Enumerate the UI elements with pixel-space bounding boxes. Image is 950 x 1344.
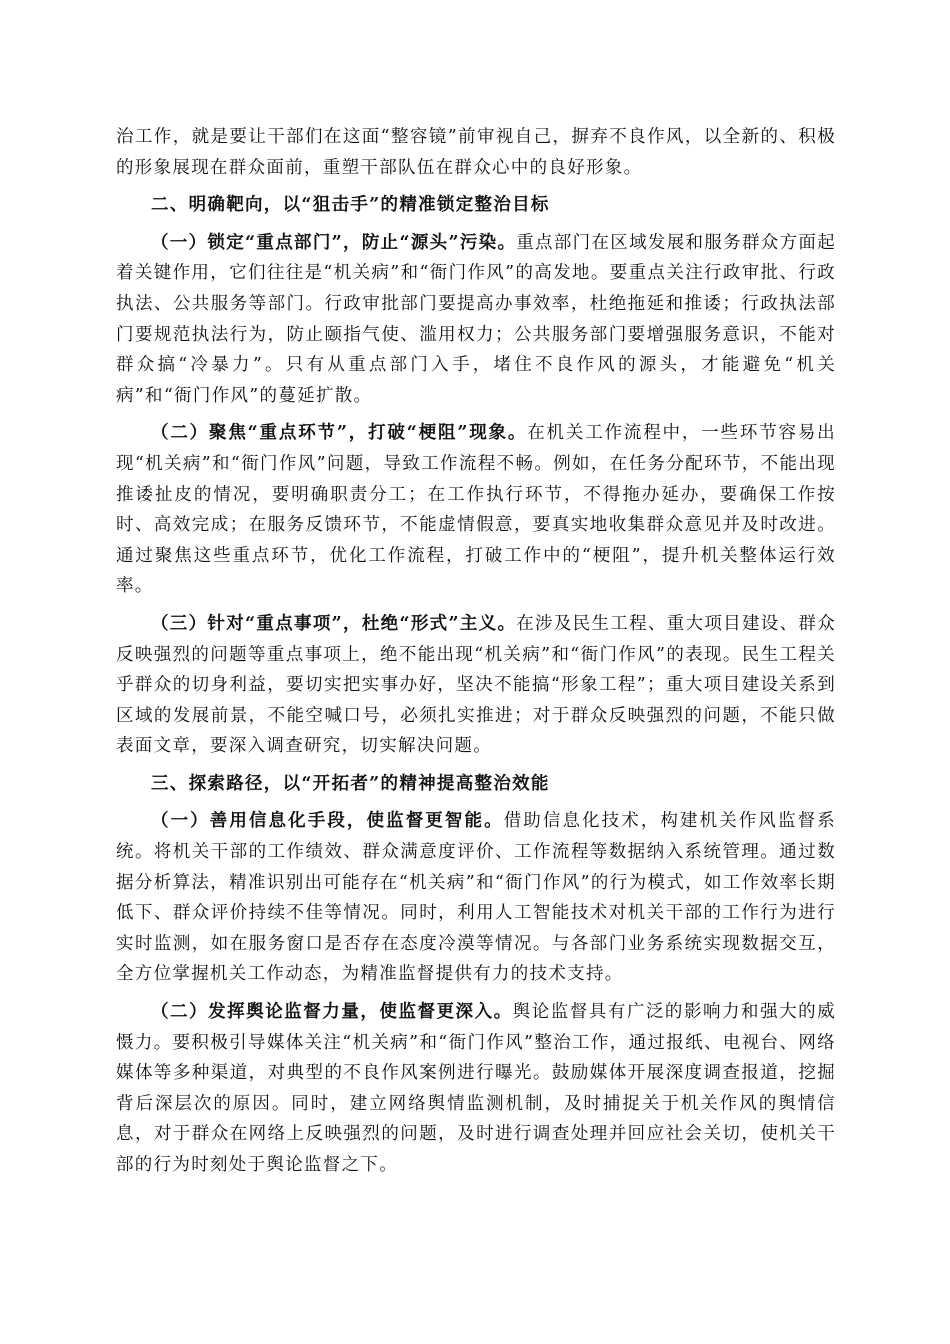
paragraph-body: 借助信息化技术，构建机关作风监督系统。将机关干部的工作绩效、群众满意度评价、工作流程等数据纳入系统管理。通过数据分析算法，精准识别出可能存在“机关病”和“衙门作风”的行为模式，如工作效率长期低下、群众评价持续不佳等情况。同时，利用人工智能技术对机关干部的工作行为进行实时监测，如在服务窗口是否存在态度冷漠等情况。与各部门业务系统实现数据交互，全方位掌握机关工作动态，为精准监督提供有力的技术支持。	[116, 811, 836, 985]
paragraph-body: 在涉及民生工程、重大项目建设、群众反映强烈的问题等重点事项上，绝不能出现“机关病”和“衙门作风”的表现。民生工程关乎群众的切身利益，要切实把实事办好，坚决不能搞“形象工程”；重大项目建设关系到区域的发展前景，不能空喊口号，必须扎实推进；对于群众反映强烈的问题，不能只做表面文章，要深入调查研究，切实解决问题。	[116, 613, 836, 757]
paragraph-informatization	[116, 806, 836, 990]
paragraph-key-links	[116, 418, 836, 602]
paragraph-body: 舆论监督具有广泛的影响力和强大的威慑力。要积极引导媒体关注“机关病”和“衙门作风”整治工作，通过报纸、电视台、网络媒体等多种渠道，对典型的不良作风案例进行曝光。鼓励媒体开展深度调查报道，挖掘背后深层次的原因。同时，建立网络舆情监测机制，及时捕捉关于机关作风的舆情信息，对于群众在网络上反映强烈的问题，及时进行调查处理并回应社会关切，使机关干部的行为时刻处于舆论监督之下。	[116, 1002, 836, 1175]
paragraph-body: 在机关工作流程中，一些环节容易出现“机关病”和“衙门作风”问题，导致工作流程不畅。例如，在任务分配环节，不能出现推诿扯皮的情况，要明确职责分工；在工作执行环节，不得拖办延办，要确保工作按时、高效完成；在服务反馈环节，不能虚情假意，要真实地收集群众意见并及时改进。通过聚焦这些重点环节，优化工作流程，打破工作中的“梗阻”，提升机关整体运行效率。	[116, 423, 836, 597]
paragraph-public-opinion	[116, 997, 836, 1181]
paragraph-key-departments	[116, 228, 836, 412]
section-heading-2: 二、明确靶向，以“狙击手”的精准锁定整治目标	[151, 195, 550, 216]
paragraph-body: 重点部门在区域发展和服务群众方面起着关键作用，它们往往是“机关病”和“衙门作风”的高发地。要重点关注行政审批、行政执法、公共服务等部门。行政审批部门要提高办事效率，杜绝拖延和推诿；行政执法部门要规范执法行为，防止颐指气使、滥用权力；公共服务部门要增强服务意识，不能对群众搞“冷暴力”。只有从重点部门入手，堵住不良作风的源头，才能避免“机关病”和“衙门作风”的蔓延扩散。	[116, 232, 836, 406]
paragraph-lead: （一）锁定“重点部门”，防止“源头”污染。	[151, 232, 517, 253]
paragraph-continuation: 治工作，就是要让干部们在这面“整容镜”前审视自己，摒弃不良作风，以全新的、积极的形象展现在群众面前，重塑干部队伍在群众心中的良好形象。	[116, 127, 836, 178]
paragraph-key-matters	[116, 609, 836, 762]
paragraph-lead: （二）发挥舆论监督力量，使监督更深入。	[151, 1002, 513, 1023]
paragraph-lead: （二）聚焦“重点环节”，打破“梗阻”现象。	[151, 423, 528, 444]
document-page	[116, 122, 836, 1188]
paragraph-lead: （三）针对“重点事项”，杜绝“形式”主义。	[151, 613, 517, 634]
paragraph-lead: （一）善用信息化手段，使监督更智能。	[151, 811, 504, 832]
section-heading-3: 三、探索路径，以“开拓者”的精神提高整治效能	[151, 773, 550, 794]
